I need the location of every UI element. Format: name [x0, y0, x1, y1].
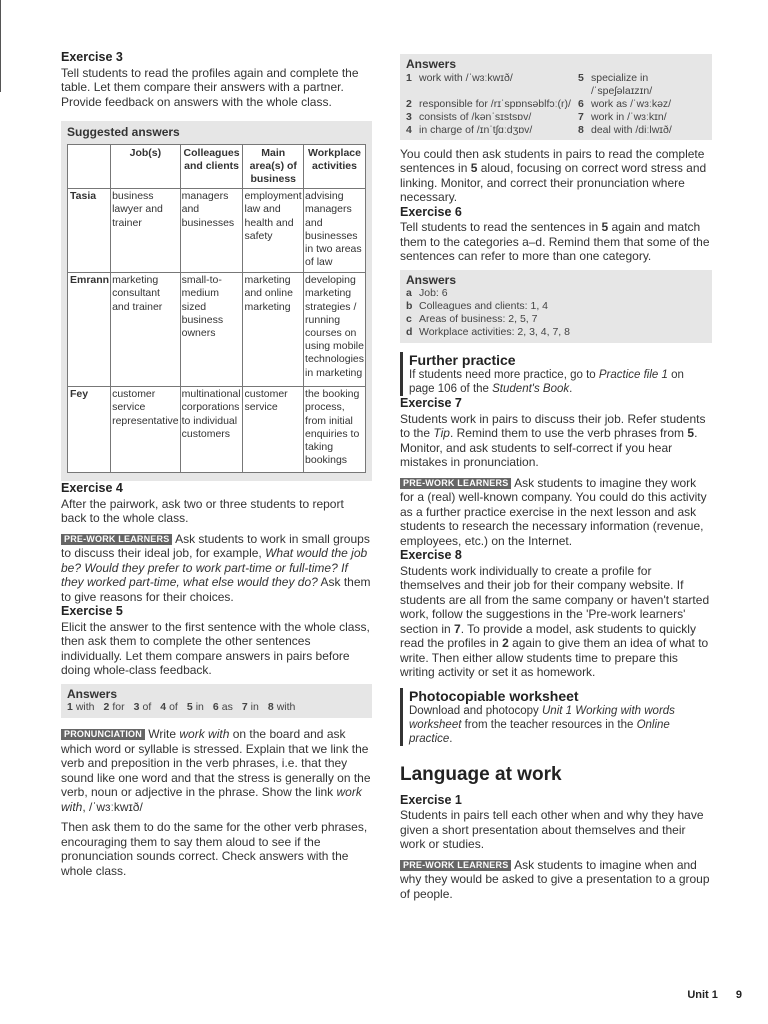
pronunciation-note	[61, 727, 372, 814]
answer-number: 3	[406, 110, 412, 123]
answer-number: 7	[578, 110, 584, 123]
body-text: again to give them an idea of what to write. Then either allow students time to prepare this writing activity or set it as homework.	[400, 636, 709, 679]
cell-colleagues: multinational corporations to individual customers	[180, 387, 243, 473]
exercise-ref: 2	[502, 636, 509, 650]
exercise-5-body: Elicit the answer to the first sentence with the whole class, then ask them to complete the other sentences individually. Let them compare answers in pairs before doing whole-class feedback.	[61, 619, 370, 678]
language-at-work-heading: Language at work	[400, 763, 562, 785]
answer-text: deal with /diːlwɪð/	[591, 123, 672, 136]
answer-item	[406, 300, 706, 313]
answer-item	[578, 85, 718, 98]
further-practice-title: Further practice	[409, 352, 516, 368]
book-reference: Student's Book	[492, 383, 570, 395]
answer-number: 7	[241, 701, 248, 714]
body-text: . Monitor, and ask students to self-correct if you hear mistakes in pronunciation.	[400, 426, 698, 469]
exercise-5-followup: Then ask them to do the same for the other verb phrases, encouraging them to say them aloud to see if the pronunciation sounds correct. Check answers with the whole class.	[61, 820, 368, 878]
further-practice-box	[400, 352, 712, 396]
body-text: .	[569, 383, 573, 395]
worksheet-reference: Unit 1 Working with words worksheet	[409, 704, 675, 731]
suggested-answers-box	[61, 121, 372, 481]
note-text: You could then ask students in pairs to read the complete sentences in	[400, 146, 705, 175]
answer-text: Areas of business: 2, 5, 7	[419, 313, 538, 325]
answer-text: work in /ˈwɜːkɪn/	[591, 110, 667, 123]
answers-title: Answers	[406, 57, 457, 71]
answer-text: as	[221, 701, 233, 714]
answer-number	[578, 85, 591, 98]
answer-number	[406, 85, 419, 98]
exercise-5-answers-box	[61, 684, 372, 719]
body-text: again and match them to the categories a–d. Remind them that some of the sentences can refer to more than one category.	[400, 220, 710, 263]
table-header: Workplace activities	[304, 144, 366, 189]
answer-number: 2	[103, 701, 110, 714]
answer-number: 4	[160, 701, 167, 714]
answer-number: 6	[578, 97, 584, 110]
body-text: Students work in pairs to discuss their job. Refer students to the	[400, 411, 706, 440]
body-text: from the teacher resources in the	[461, 718, 637, 731]
answer-text: of	[169, 701, 178, 714]
photocopiable-worksheet-box	[400, 688, 712, 746]
pre-work-learners-tag: PRE-WORK LEARNERS	[61, 534, 172, 545]
law-exercise-1-body: Students in pairs tell each other when and why they have given a short presentation about themselves and their work or studies.	[400, 808, 704, 851]
answer-text: specialize in	[591, 71, 649, 84]
answer-item	[406, 98, 578, 111]
answer-item	[578, 72, 718, 85]
body-text: on page 106 of the	[409, 369, 684, 395]
answer-text: in	[250, 701, 259, 714]
answers-title: Answers	[406, 272, 457, 287]
body-text: .	[449, 732, 453, 745]
pre-work-learners-tag: PRE-WORK LEARNERS	[400, 478, 511, 489]
table-row	[68, 273, 366, 387]
right-column	[400, 50, 712, 901]
row-name: Fey	[68, 387, 111, 473]
exercise-4-title: Exercise 4	[61, 481, 123, 496]
exercise-7-title: Exercise 7	[400, 396, 462, 410]
cell-activities: the booking process, from initial enquiries to taking bookings	[304, 387, 366, 473]
exercise-5-ipa-answers-box	[400, 54, 712, 140]
body-text: Download and photocopy	[409, 704, 542, 717]
exercise-ref: 7	[454, 621, 461, 636]
law-exercise-1-prework	[400, 858, 712, 902]
row-name: Emrann	[68, 273, 111, 387]
prework-text: Ask them to give reasons for their choices.	[61, 575, 371, 604]
answer-number: 8	[578, 123, 584, 136]
cell-jobs: business lawyer and trainer	[111, 189, 181, 273]
prework-text: Ask students to imagine they work for a (real) well-known company. You could do this activity as a further practice exercise in the next lesson and ask students to research the necessary information (revenue, employees, etc.) on the Internet.	[400, 475, 707, 548]
body-text: Students work individually to create a profile for themselves and their job for their company website. If students are all from the same company or haven't started work, follow the suggestions in the 'Pre-work learners' section in	[400, 563, 710, 636]
answers-list	[406, 287, 706, 339]
cell-area: customer service	[243, 387, 304, 473]
answer-item	[406, 326, 706, 339]
pronunciation-text: Write	[144, 727, 180, 742]
exercise-3-title: Exercise 3	[61, 50, 123, 64]
exercise-6-title: Exercise 6	[400, 204, 462, 219]
exercise-ref: 5	[687, 426, 695, 440]
answer-text: in charge of /ɪnˈtʃɑːdʒɒv/	[419, 123, 533, 136]
answer-text: Workplace activities: 2, 3, 4, 7, 8	[419, 326, 570, 338]
answer-number: 5	[186, 701, 193, 714]
answer-item	[578, 98, 718, 111]
table-header: Colleagues and clients	[180, 144, 243, 189]
unit-label: Unit 1	[687, 989, 718, 1001]
suggested-answers-title: Suggested answers	[67, 125, 180, 139]
exercise-3-body: Tell students to read the profiles again and complete the table. Let them compare their answers with a partner. Provide feedback on answers with the whole class.	[61, 65, 359, 109]
exercise-5-title: Exercise 5	[61, 604, 123, 619]
answer-text: responsible for /rɪˈspɒnsəblfɔː(r)/	[419, 97, 571, 110]
exercise-ref: 5	[470, 161, 478, 175]
cell-area: employment law and health and safety	[243, 189, 304, 273]
answer-item	[578, 124, 718, 137]
body-text: . Remind them to use the verb phrases from	[449, 426, 688, 440]
cell-jobs: customer service representative	[111, 387, 181, 473]
book-reference: Practice file 1	[598, 369, 668, 381]
photocopiable-title: Photocopiable worksheet	[409, 687, 579, 704]
answer-text: Job: 6	[419, 287, 448, 299]
answer-text: work with /ˈwɜːkwɪð/	[419, 71, 513, 84]
page-number: 9	[735, 989, 742, 1001]
answer-item	[406, 313, 706, 326]
answer-text: with	[75, 701, 95, 714]
exercise-7-body	[400, 412, 712, 470]
exercise-8-body	[400, 564, 712, 680]
left-column	[61, 50, 372, 878]
cell-activities: advising managers and businesses in two areas of law	[304, 189, 366, 273]
profiles-table	[67, 144, 366, 474]
prework-text: Ask students to work in small groups to discuss their ideal job, for example,	[61, 531, 370, 561]
answer-item	[406, 287, 706, 300]
answers-inline	[67, 701, 366, 714]
table-header	[68, 144, 111, 189]
exercise-4-prework	[61, 532, 372, 605]
body-text: . To provide a model, ask students to quickly read the profiles in	[400, 621, 696, 650]
answer-number: 8	[267, 701, 274, 714]
prework-text: Ask students to imagine when and why they would be asked to give a presentation to a group of people.	[400, 857, 710, 901]
answer-letter: b	[406, 300, 413, 312]
law-exercise-1-title: Exercise 1	[400, 792, 462, 807]
answers-title: Answers	[67, 686, 118, 701]
exercise-ref: 5	[601, 220, 609, 234]
table-header: Main area(s) of business	[243, 144, 304, 189]
cell-colleagues: managers and businesses	[180, 189, 243, 273]
linked-phrase: work with	[61, 785, 362, 814]
cell-area: marketing and online marketing	[243, 273, 304, 387]
ipa-transcription: , /ˈwɜːkwɪð/	[82, 799, 143, 814]
cell-jobs: marketing consultant and trainer	[111, 273, 181, 387]
page-edge-line	[0, 0, 1, 92]
cell-activities: developing marketing strategies / running courses on using mobile technologies in marketing	[304, 273, 366, 387]
cell-colleagues: small-to-medium sized business owners	[180, 273, 243, 387]
pair-reading-note	[400, 147, 712, 205]
table-row	[68, 189, 366, 273]
tip-reference: Tip	[433, 426, 450, 440]
answer-item	[406, 124, 578, 137]
page-footer	[687, 988, 742, 1003]
exercise-6-answers-box	[400, 270, 712, 344]
photocopiable-body	[409, 704, 712, 746]
further-practice-body	[409, 368, 712, 396]
row-name: Tasia	[68, 189, 111, 273]
exercise-8-title: Exercise 8	[400, 548, 462, 562]
ipa-answers-grid	[406, 72, 706, 137]
exercise-6-body	[400, 220, 712, 264]
answer-text: in	[195, 701, 204, 714]
answer-text: /ˈspeʃəlaɪzɪn/	[591, 84, 653, 97]
answer-number: 4	[406, 123, 412, 136]
answer-item	[578, 111, 718, 124]
prework-questions: What would the job be? Would they prefer to work part-time or full-time? If they worked part-time, what else would they do?	[61, 546, 368, 590]
pronunciation-text: on the board and ask which word or syllable is stressed. Explain that we link the verb and preposition in the verb phrases, i.e. that they sound like one word and that the stress is generally on the verb, noun or adjective in the phrase. Show the link	[61, 727, 371, 800]
answer-number: 6	[212, 701, 219, 714]
body-text: If students need more practice, go to	[409, 369, 599, 381]
answer-text: for	[112, 701, 125, 714]
exercise-7-prework	[400, 476, 712, 549]
exercise-4-body: After the pairwork, ask two or three students to report back to the whole class.	[61, 496, 344, 526]
answer-item	[406, 72, 578, 85]
answer-letter: d	[406, 326, 413, 338]
table-row	[68, 387, 366, 473]
answer-spacer	[406, 85, 578, 98]
table-header-row	[68, 144, 366, 189]
answer-number: 1	[406, 71, 412, 84]
answer-text: with	[276, 701, 296, 714]
answer-item	[406, 111, 578, 124]
answer-letter: c	[406, 313, 412, 325]
pronunciation-tag: PRONUNCIATION	[61, 729, 145, 740]
note-text: aloud, focusing on correct word stress and linking. Monitor, and correct their pronunciation where necessary.	[400, 161, 707, 204]
answer-number: 3	[133, 701, 140, 714]
online-practice-reference: Online practice	[409, 718, 670, 745]
answer-text: consists of /kənˈsɪstsɒv/	[419, 110, 532, 123]
answer-text: Colleagues and clients: 1, 4	[419, 300, 548, 312]
pronunciation-phrase: work with	[179, 727, 230, 742]
pre-work-learners-tag: PRE-WORK LEARNERS	[400, 860, 511, 871]
answer-text: of	[142, 701, 152, 714]
answer-letter: a	[406, 287, 412, 299]
body-text: Tell students to read the sentences in	[400, 220, 602, 234]
answer-number: 2	[406, 97, 412, 110]
answer-number: 5	[578, 71, 584, 84]
table-header: Job(s)	[111, 144, 181, 189]
answer-number: 1	[67, 701, 73, 714]
answer-text: work as /ˈwɜːkəz/	[591, 97, 672, 110]
